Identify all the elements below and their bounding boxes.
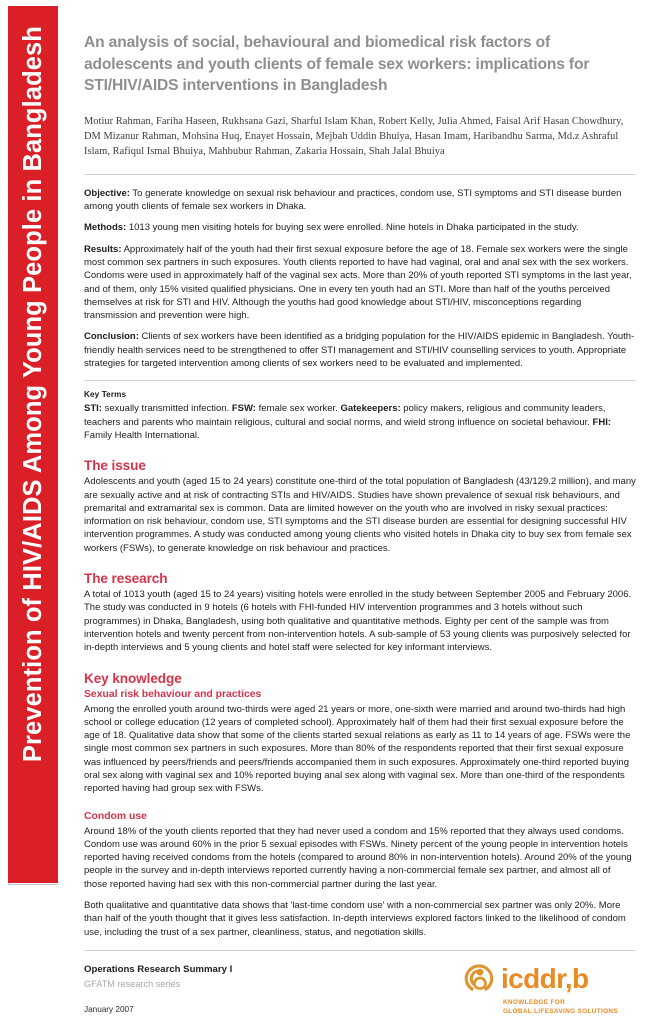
subsection-heading-sexual-risk-behaviour: Sexual risk behaviour and practices xyxy=(84,688,262,700)
series-spine-banner xyxy=(8,6,58,883)
spine-rotation-wrapper xyxy=(8,6,58,883)
logo-tagline-line1: KNOWLEDGE FOR xyxy=(502,998,566,1006)
key-term-fhi-label: FHI: xyxy=(592,416,612,428)
footer-series-name: GFATM research series xyxy=(84,978,181,989)
abstract-methods xyxy=(84,221,636,234)
key-term-sti-text: sexually transmitted infection. xyxy=(101,403,232,415)
subsection-body-condom-use-p2: Both qualitative and quantitative data shows that 'last-time condom use' with a non-commercial sex partner was only 20%. More than half of the youth thought that it gives less satisfaction. In-depth interviews explored factors linked to the likelihood of condom use, including the trust of a sex partner, cleanliness, status, and negotiation skills. xyxy=(84,900,626,938)
divider-above-footer xyxy=(84,950,636,951)
section-heading-key-knowledge: Key knowledge xyxy=(84,670,182,686)
footer-publication-title: Operations Research Summary I xyxy=(84,963,233,975)
abstract-methods-text: 1013 young men visiting hotels for buying sex were enrolled. Nine hotels in Dhaka participated in the study. xyxy=(126,222,579,234)
abstract-results-label: Results: xyxy=(84,243,122,255)
icddrb-swirl-figure-icon xyxy=(462,962,496,996)
key-terms-body xyxy=(84,402,636,442)
abstract-conclusion-text: Clients of sex workers have been identified as a bridging population for the HIV/AIDS epidemic in Bangladesh. Youth-friendly health services need to be strengthened to offer STI management and STI/HIV counselling services to youth. Appropriate strategies for targeted intervention among clients of sex workers need to be evaluated and implemented. xyxy=(84,331,635,370)
abstract-block xyxy=(84,187,636,371)
key-term-gatekeepers-text: policy makers, religious and community leaders, teachers and parents who maintain religious, cultural and social norms, and wield strong influence on societal behaviour. xyxy=(84,403,606,428)
logo-main-row xyxy=(462,962,589,996)
key-term-fsw-label: FSW: xyxy=(231,403,256,415)
subsection-body-sexual-risk-behaviour: Among the enrolled youth around two-thirds were aged 21 years or more, one-sixth were married and around two-thirds had high school or college education (12 years of completed school). Approximately half of them had their first sexual exposure before the age of 18. Qualitative data show that some of the clients started sexual relations as early as 11 to 14 years of age. FSWs were the single most common sex partners in such exposures. More than 80% of the respondents reported that their first sexual exposure was influenced by peers/friends and peers/friends accompanied them in such exposures. Approximately one-third reported buying oral sex along with vaginal sex and 10% reported buying anal sex along with vaginal sex. More than one-third of the respondents reported having had group sex with FSWs. xyxy=(84,703,631,795)
section-heading-the-issue: The issue xyxy=(84,458,146,474)
divider-above-abstract xyxy=(84,174,636,175)
icddrb-logo xyxy=(462,961,636,1016)
author-list: Motiur Rahman, Fariha Haseen, Rukhsana Gazi, Sharful Islam Khan, Robert Kelly, Julia Ahmed, Faisal Arif Hasan Chowdhury, DM Mizanur Rahman, Mohsina Huq, Enayet Hossain, Mejbah Uddin Bhuiya, Hasan Imam, Haribandhu Sarma, Md.z Ashraful Islam, Rafiqul Ismal Bhuiya, Mahbubur Rahman, Zakaria Hossain, Shah Jalal Bhuiya xyxy=(84,115,624,157)
logo-wordmark: icddr,b xyxy=(500,962,589,994)
key-term-sti-label: STI: xyxy=(84,403,102,415)
document-content-column xyxy=(58,6,659,1015)
divider-above-key-terms xyxy=(84,380,636,381)
section-body-the-research: A total of 1013 youth (aged 15 to 24 years) visiting hotels were enrolled in the study between September 2005 and February 2006. The study was conducted in 9 hotels (6 hotels with FHI-funded HIV intervention programmes and 3 hotels without such programmes) in Dhaka, Bangladesh, using both qualitative and quantitative methods. Eighty per cent of the sample was from intervention hotels and twenty percent from non-intervention hotels. A sub-sample of 53 young clients was purposively selected for in-depth interviews and 5 young clients and hotel staff were selected for key informant interviews. xyxy=(84,589,632,654)
subsection-body-condom-use-p1: Around 18% of the youth clients reported that they had never used a condom and 15% reported that they always used condoms. Condom use was around 60% in the prior 5 sexual episodes with FSWs. Ninety percent of the young people in intervention hotels reported having received condoms from the hotels (compared to around 80% in non-intervention hotels). Around 20% of the young people in the survey and in-depth interviews reported currently having a non-commercial female sex partner, and almost all of those reported having had sex with this non-commercial partner during the last year. xyxy=(84,825,632,890)
abstract-methods-label: Methods: xyxy=(84,222,127,234)
abstract-objective xyxy=(84,187,636,214)
spine-title-text: Prevention of HIV/AIDS Among Young People in Bangladesh xyxy=(19,26,47,763)
footer-text-block xyxy=(84,961,232,1016)
key-term-fsw-text: female sex worker. xyxy=(255,403,341,415)
abstract-results-text: Approximately half of the youth had their first sexual exposure before the age of 18. Female sex workers were the single most common sex partners in such exposures. Youth clients reported to have had vaginal, oral and anal sex with the sex workers. Condoms were used in approximately half of the vaginal sex acts. More than 20% of youth reported STI symptoms in the last year, and of them, only 15% visited qualified physicians. One in every ten youth had an STI. More than half of the youths perceived themselves at risk for STI and HIV. Although the youths had good knowledge about STI/HIV, misconceptions regarding transmission and prevention were high. xyxy=(84,243,632,322)
section-heading-the-research: The research xyxy=(84,571,168,587)
page-title: An analysis of social, behavioural and biomedical risk factors of adolescents and youth clients of female sex workers: implications for STI/HIV/AIDS interventions in Bangladesh xyxy=(84,34,590,94)
key-term-fhi-text: Family Health International. xyxy=(84,429,200,441)
abstract-conclusion-label: Conclusion: xyxy=(84,331,139,343)
section-body-the-issue: Adolescents and youth (aged 15 to 24 years) constitute one-third of the total population of Bangladesh (43/129.2 million), and many are sexually active and at risk of contracting STIs and HIV/AIDS. Studies have shown prevalence of sexual risk behaviours, and premarital and extramarital sex is common. Data are limited however on the youth who are involved in risky sexual practices: information on risk behaviour, condom use, STI symptoms and the STI disease burden are essential for designing successful HIV intervention programmes. A study was conducted among young clients who visited hotels in Dhaka city to buy sex from female sex workers (FSWs), to generate knowledge on risk behaviour and practices. xyxy=(84,476,636,554)
footer-publication-date: January 2007 xyxy=(84,1004,134,1014)
abstract-objective-text: To generate knowledge on sexual risk behaviour and practices, condom use, STI symptoms and STI disease burden among youth clients of female sex workers in Dhaka. xyxy=(84,187,622,213)
key-terms-heading: Key Terms xyxy=(84,390,127,400)
abstract-results xyxy=(84,243,636,323)
page-footer xyxy=(84,961,636,1016)
abstract-objective-label: Objective: xyxy=(84,187,130,199)
subsection-heading-condom-use: Condom use xyxy=(84,810,147,822)
key-term-gatekeepers-label: Gatekeepers: xyxy=(340,403,401,415)
logo-tagline-line2: GLOBAL LIFESAVING SOLUTIONS xyxy=(502,1007,618,1015)
abstract-conclusion xyxy=(84,330,636,370)
